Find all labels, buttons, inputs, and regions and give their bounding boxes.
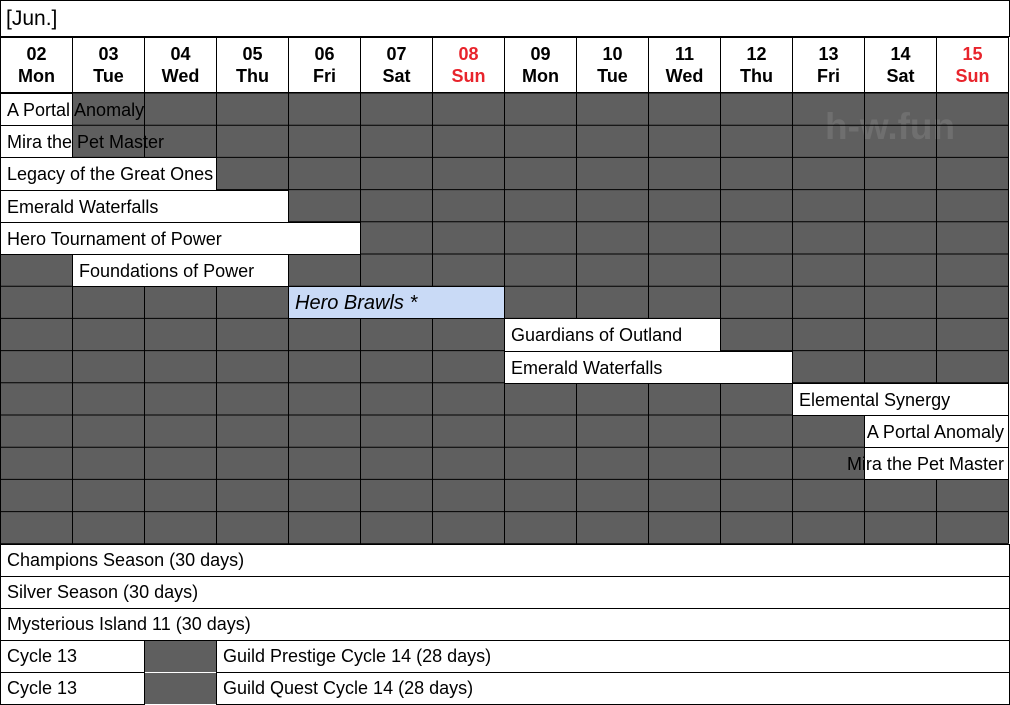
grid-cell bbox=[432, 157, 504, 189]
grid-cell bbox=[576, 222, 648, 254]
grid-cell bbox=[936, 479, 1008, 511]
grid-cell bbox=[144, 447, 216, 479]
grid-cell bbox=[144, 93, 216, 125]
grid-cell bbox=[720, 222, 792, 254]
grid-cell bbox=[504, 479, 576, 511]
grid-cell bbox=[648, 479, 720, 511]
event-label: Legacy of the Great Ones bbox=[7, 164, 214, 185]
grid-cell bbox=[144, 318, 216, 350]
grid-cell bbox=[792, 479, 864, 511]
grid-cell bbox=[936, 190, 1008, 222]
grid-cell bbox=[0, 479, 72, 511]
grid-cell bbox=[864, 286, 936, 318]
grid-cell bbox=[648, 157, 720, 189]
grid-cell bbox=[648, 222, 720, 254]
grid-cell bbox=[720, 383, 792, 415]
day-weekday: Mon bbox=[18, 66, 55, 86]
grid-cell bbox=[360, 222, 432, 254]
grid-cell bbox=[432, 318, 504, 350]
grid-cell bbox=[792, 415, 864, 447]
grid-cell bbox=[432, 351, 504, 383]
grid-cell bbox=[504, 286, 576, 318]
grid-cell bbox=[432, 93, 504, 125]
event-bar bbox=[0, 190, 289, 223]
grid-cell bbox=[288, 383, 360, 415]
event-bar bbox=[288, 286, 505, 319]
event-label: Emerald Waterfalls bbox=[511, 357, 663, 378]
grid-cell bbox=[648, 286, 720, 318]
event-label: Elemental Synergy bbox=[799, 389, 951, 410]
season-row: Champions Season (30 days) bbox=[0, 544, 1010, 577]
grid-cell bbox=[720, 512, 792, 544]
grid-cell bbox=[216, 93, 288, 125]
grid-cell bbox=[72, 479, 144, 511]
grid-cell bbox=[432, 512, 504, 544]
grid-cell bbox=[648, 93, 720, 125]
event-bar bbox=[0, 157, 217, 190]
grid-cell bbox=[216, 415, 288, 447]
day-number: 05 bbox=[242, 44, 263, 64]
grid-cell bbox=[792, 254, 864, 286]
event-label: A Portal Anomaly bbox=[866, 422, 1004, 442]
day-weekday: Sat bbox=[382, 66, 411, 86]
grid-cell bbox=[144, 351, 216, 383]
grid-cell bbox=[720, 479, 792, 511]
grid-cell bbox=[72, 318, 144, 350]
grid-cell bbox=[360, 512, 432, 544]
grid-cell bbox=[936, 318, 1008, 350]
event-label: Foundations of Power bbox=[79, 261, 255, 281]
event-bar bbox=[846, 447, 1009, 480]
grid-cell bbox=[720, 415, 792, 447]
event-label: A Portal Anomaly bbox=[7, 100, 145, 120]
grid-cell bbox=[936, 351, 1008, 383]
day-weekday: Fri bbox=[312, 66, 336, 86]
day-header-05 bbox=[216, 37, 289, 93]
day-header-11 bbox=[648, 37, 721, 93]
grid-cell bbox=[360, 318, 432, 350]
grid-cell bbox=[0, 415, 72, 447]
grid-cell bbox=[504, 415, 576, 447]
day-header-14 bbox=[864, 37, 937, 93]
day-header-07 bbox=[360, 37, 433, 93]
grid-cell bbox=[288, 415, 360, 447]
grid-cell bbox=[720, 190, 792, 222]
grid-cell bbox=[360, 351, 432, 383]
grid-cell bbox=[648, 125, 720, 157]
grid-cell bbox=[144, 286, 216, 318]
grid-cell bbox=[72, 447, 144, 479]
grid-cell bbox=[144, 479, 216, 511]
grid-cell bbox=[504, 190, 576, 222]
grid-cell bbox=[288, 254, 360, 286]
grid-cell bbox=[936, 254, 1008, 286]
grid-cell bbox=[0, 383, 72, 415]
grid-cell bbox=[864, 190, 936, 222]
day-weekday: Sat bbox=[886, 66, 915, 86]
grid-cell bbox=[360, 254, 432, 286]
grid-cell bbox=[432, 222, 504, 254]
grid-cell bbox=[288, 93, 360, 125]
event-bar bbox=[504, 318, 721, 351]
day-header-13 bbox=[792, 37, 865, 93]
grid-cell bbox=[504, 93, 576, 125]
grid-cell bbox=[936, 157, 1008, 189]
event-label: Mira the Pet Master bbox=[846, 454, 1004, 475]
cycle-gap bbox=[145, 673, 216, 704]
event-bar bbox=[864, 415, 1009, 448]
month-label: [Jun.] bbox=[0, 0, 1010, 37]
day-number: 10 bbox=[602, 44, 623, 64]
grid-cell bbox=[216, 512, 288, 544]
grid-cell bbox=[216, 479, 288, 511]
grid-cell bbox=[0, 286, 72, 318]
grid-cell bbox=[792, 351, 864, 383]
grid-cell bbox=[288, 157, 360, 189]
grid-cell bbox=[0, 351, 72, 383]
day-number: 07 bbox=[386, 44, 407, 64]
grid-cell bbox=[288, 351, 360, 383]
grid-cell bbox=[576, 254, 648, 286]
grid-cell bbox=[432, 479, 504, 511]
day-weekday: Fri bbox=[816, 66, 840, 86]
grid-cell bbox=[504, 222, 576, 254]
grid-cell bbox=[648, 190, 720, 222]
grid-cell bbox=[864, 351, 936, 383]
day-number: 02 bbox=[26, 44, 47, 64]
grid-cell bbox=[360, 157, 432, 189]
previous-cycle: Cycle 13 bbox=[0, 640, 145, 673]
grid-cell bbox=[360, 415, 432, 447]
grid-cell bbox=[216, 383, 288, 415]
grid-cell bbox=[0, 318, 72, 350]
grid-cell bbox=[864, 318, 936, 350]
grid-cell bbox=[144, 415, 216, 447]
grid-cell bbox=[216, 125, 288, 157]
season-row: Mysterious Island 11 (30 days) bbox=[0, 608, 1010, 641]
day-header-02 bbox=[0, 37, 73, 93]
event-label: Hero Tournament of Power bbox=[7, 228, 222, 249]
grid-cell bbox=[720, 93, 792, 125]
grid-cell bbox=[792, 318, 864, 350]
grid-cell bbox=[936, 286, 1008, 318]
grid-cell bbox=[288, 512, 360, 544]
grid-cell bbox=[792, 222, 864, 254]
day-header-04 bbox=[144, 37, 217, 93]
grid-cell bbox=[360, 93, 432, 125]
grid-cell bbox=[576, 286, 648, 318]
grid-cell bbox=[576, 190, 648, 222]
grid-cell bbox=[72, 512, 144, 544]
day-number: 06 bbox=[314, 44, 335, 64]
day-number: 08 bbox=[458, 44, 479, 64]
grid-cell bbox=[936, 222, 1008, 254]
grid-cell bbox=[144, 512, 216, 544]
grid-cell bbox=[504, 447, 576, 479]
grid-cell bbox=[720, 447, 792, 479]
grid-cell bbox=[216, 157, 288, 189]
grid-cell bbox=[72, 286, 144, 318]
watermark: h-w.fun bbox=[825, 106, 956, 147]
grid-cell bbox=[360, 190, 432, 222]
grid-cell bbox=[288, 190, 360, 222]
grid-cell bbox=[216, 286, 288, 318]
grid-cell bbox=[936, 512, 1008, 544]
grid-cell bbox=[648, 383, 720, 415]
grid-cell bbox=[720, 286, 792, 318]
day-header-12 bbox=[720, 37, 793, 93]
day-number: 04 bbox=[170, 44, 191, 64]
grid-cell bbox=[792, 286, 864, 318]
day-weekday: Wed bbox=[161, 66, 200, 86]
day-weekday: Wed bbox=[665, 66, 704, 86]
day-number: 11 bbox=[674, 44, 695, 64]
grid-cell bbox=[576, 415, 648, 447]
day-header-08 bbox=[432, 37, 505, 93]
grid-cell bbox=[648, 512, 720, 544]
day-header-10 bbox=[576, 37, 649, 93]
grid-cell bbox=[0, 254, 72, 286]
day-weekday: Sun bbox=[451, 66, 486, 86]
grid-cell bbox=[432, 125, 504, 157]
grid-cell bbox=[216, 318, 288, 350]
grid-cell bbox=[72, 351, 144, 383]
day-weekday: Tue bbox=[93, 66, 124, 86]
event-bar bbox=[0, 93, 145, 126]
grid-cell bbox=[432, 190, 504, 222]
grid-cell bbox=[576, 479, 648, 511]
season-row: Silver Season (30 days) bbox=[0, 576, 1010, 609]
grid-cell bbox=[720, 318, 792, 350]
grid-cell bbox=[288, 318, 360, 350]
grid-cell bbox=[576, 157, 648, 189]
grid-cell bbox=[288, 125, 360, 157]
grid-cell bbox=[504, 125, 576, 157]
day-weekday: Tue bbox=[597, 66, 628, 86]
grid-cell bbox=[576, 383, 648, 415]
grid-cell bbox=[864, 254, 936, 286]
grid-cell bbox=[864, 222, 936, 254]
grid-cell bbox=[792, 512, 864, 544]
grid-cell bbox=[144, 383, 216, 415]
grid-cell bbox=[432, 383, 504, 415]
grid-cell bbox=[576, 125, 648, 157]
event-bar bbox=[792, 383, 1009, 416]
event-label: Hero Brawls * bbox=[295, 292, 418, 315]
cycle-gap bbox=[145, 641, 216, 672]
day-weekday: Mon bbox=[522, 66, 559, 86]
event-bar bbox=[72, 254, 289, 287]
grid-cell bbox=[72, 383, 144, 415]
grid-cell bbox=[720, 125, 792, 157]
grid-cell bbox=[360, 125, 432, 157]
day-number: 09 bbox=[530, 44, 551, 64]
grid-cell bbox=[792, 157, 864, 189]
grid-cell bbox=[288, 447, 360, 479]
grid-cell bbox=[648, 254, 720, 286]
grid-cell bbox=[504, 157, 576, 189]
grid-cell bbox=[504, 512, 576, 544]
grid-cell bbox=[216, 351, 288, 383]
grid-cell bbox=[504, 254, 576, 286]
event-bar bbox=[504, 351, 793, 384]
event-label: Guardians of Outland bbox=[511, 325, 683, 346]
grid-cell bbox=[864, 479, 936, 511]
day-number: 15 bbox=[962, 44, 983, 64]
grid-cell bbox=[864, 512, 936, 544]
event-label: Mira the Pet Master bbox=[7, 132, 165, 153]
grid-cell bbox=[360, 447, 432, 479]
grid-cell bbox=[360, 479, 432, 511]
grid-cell bbox=[576, 93, 648, 125]
grid-cell bbox=[72, 415, 144, 447]
grid-cell bbox=[432, 415, 504, 447]
day-number: 13 bbox=[818, 44, 839, 64]
grid-cell bbox=[432, 254, 504, 286]
day-header-03 bbox=[72, 37, 145, 93]
grid-cell bbox=[648, 447, 720, 479]
grid-cell bbox=[720, 254, 792, 286]
day-number: 12 bbox=[746, 44, 767, 64]
day-header-15 bbox=[936, 37, 1009, 93]
day-header-06 bbox=[288, 37, 361, 93]
day-weekday: Thu bbox=[236, 66, 269, 86]
grid-cell bbox=[0, 512, 72, 544]
day-number: 03 bbox=[98, 44, 119, 64]
event-bar bbox=[0, 222, 361, 255]
day-header-09 bbox=[504, 37, 577, 93]
grid-cell bbox=[864, 157, 936, 189]
grid-cell bbox=[720, 157, 792, 189]
grid-cell bbox=[0, 447, 72, 479]
grid-cell bbox=[288, 479, 360, 511]
day-weekday: Sun bbox=[955, 66, 990, 86]
grid-cell bbox=[576, 447, 648, 479]
event-bar bbox=[0, 125, 165, 158]
grid-cell bbox=[360, 383, 432, 415]
day-weekday: Thu bbox=[740, 66, 773, 86]
grid-cell bbox=[792, 190, 864, 222]
grid-cell bbox=[432, 447, 504, 479]
grid-cell bbox=[648, 415, 720, 447]
grid-cell bbox=[216, 447, 288, 479]
guild-cycle: Guild Quest Cycle 14 (28 days) bbox=[216, 672, 1010, 705]
grid-cell bbox=[576, 512, 648, 544]
previous-cycle: Cycle 13 bbox=[0, 672, 145, 705]
day-number: 14 bbox=[890, 44, 911, 64]
guild-cycle: Guild Prestige Cycle 14 (28 days) bbox=[216, 640, 1010, 673]
event-label: Emerald Waterfalls bbox=[7, 196, 159, 217]
grid-cell bbox=[504, 383, 576, 415]
